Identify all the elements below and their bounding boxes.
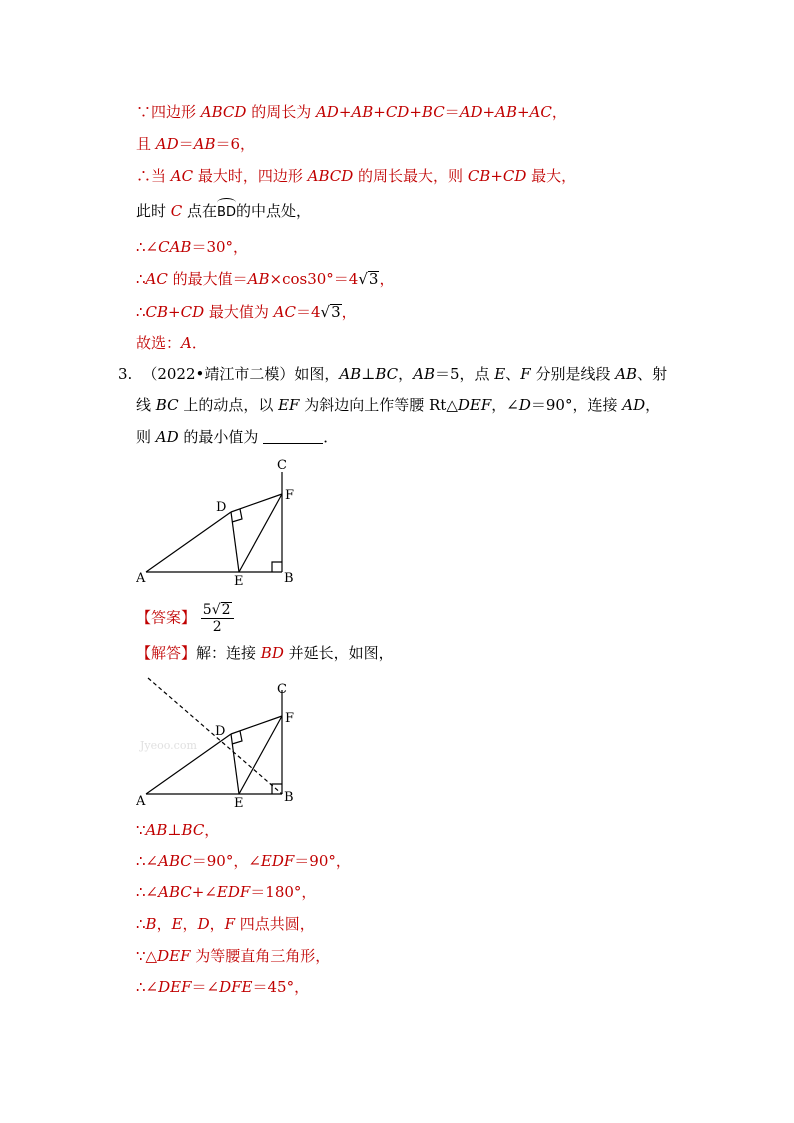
text: ， (341, 303, 357, 321)
text: D (197, 915, 210, 933)
text: BD (260, 644, 284, 662)
text: ＝30°， (191, 238, 249, 256)
text: ＝90°，∠ (191, 852, 261, 870)
text: （2022•靖江市二模）如图， (142, 365, 340, 383)
text: AB (145, 821, 168, 839)
text: AD (622, 396, 646, 414)
text: E (171, 915, 183, 933)
solution-line-2 (136, 134, 255, 154)
text: A (181, 334, 192, 352)
text: ＝5，点 (434, 365, 495, 383)
problem-3-line-2 (136, 395, 660, 415)
text: AC (145, 270, 168, 288)
text: ， (182, 915, 198, 933)
watermark: Jyeoo.com (140, 739, 197, 752)
solution-line-5 (136, 237, 248, 257)
text: 上的动点，以 (178, 396, 279, 414)
text: AD+AB+AC (459, 103, 552, 121)
text: 、射 (637, 365, 668, 383)
figure-2 (136, 676, 306, 810)
text: ＝90°，连接 (530, 396, 623, 414)
segment-ad (146, 512, 231, 572)
text: B (145, 915, 157, 933)
text: 并延长，如图， (283, 644, 394, 662)
label-e: E (234, 796, 244, 810)
text: 最大时，四边形 (193, 167, 308, 185)
solution-line-3 (136, 166, 576, 186)
text: 且 (136, 135, 156, 153)
solution-line-6: ∴AC 的最大值＝AB×cos30°＝4√3， (136, 270, 395, 288)
label-d: D (215, 724, 226, 739)
label-d: D (216, 500, 227, 515)
text: 最大， (526, 167, 577, 185)
text: ， (645, 396, 661, 414)
text: ， (398, 365, 414, 383)
text: DFE (219, 978, 253, 996)
text: BC (181, 821, 205, 839)
text: 为等腰直角三角形， (190, 947, 331, 965)
text: 的周长为 (246, 103, 316, 121)
segment-df (231, 716, 282, 734)
sqrt-radicand: 3 (331, 303, 341, 321)
denominator: 2 (212, 619, 222, 635)
text: ABC (158, 852, 192, 870)
text: 线 (136, 396, 156, 414)
text: 此时 (136, 202, 171, 220)
step-5 (136, 946, 330, 966)
text: CB+CD (467, 167, 527, 185)
text: ∵ (136, 821, 146, 839)
solution-line-7: ∴CB+CD 最大值为 AC＝4√3， (136, 303, 357, 321)
text: 的中点处， (235, 202, 311, 220)
text: ，∠ (491, 396, 519, 414)
text: DEF (158, 978, 192, 996)
text: 四点共圆， (235, 915, 315, 933)
text: ABCD (200, 103, 247, 121)
solution-line-1 (136, 102, 567, 122)
solution-label: 【解答】 (136, 644, 197, 662)
text: ＝ (178, 135, 194, 153)
text: ， (379, 270, 395, 288)
text: AD (155, 428, 179, 446)
sqrt-radicand: 3 (368, 270, 379, 288)
text: ∴当 (136, 167, 171, 185)
label-c: C (277, 458, 287, 473)
step-1 (136, 820, 219, 840)
text: ， (209, 915, 225, 933)
text: 点在 (182, 202, 218, 220)
text: +∠ (191, 883, 217, 901)
label-a: A (136, 571, 146, 586)
text: AB (339, 365, 362, 383)
numerator-coef: 5 (202, 602, 212, 618)
label-b: B (284, 790, 294, 805)
text: 的周长最大，则 (353, 167, 468, 185)
text: ∴∠ (136, 852, 159, 870)
text: 的最小值为 (178, 428, 264, 446)
text: ＝ (444, 103, 460, 121)
text: 故选： (136, 334, 182, 352)
answer-fraction: $\frac{5√2}{2}$ (201, 602, 234, 635)
label-e: E (234, 574, 244, 586)
text: AC (170, 167, 194, 185)
text: AC (273, 303, 296, 321)
text: AD (155, 135, 179, 153)
text: 的最大值＝ (167, 270, 248, 288)
answer-line (136, 602, 234, 635)
text: EDF (216, 883, 251, 901)
text: ， (551, 103, 567, 121)
text: EDF (260, 852, 295, 870)
text: DEF (457, 396, 492, 414)
segment-df (231, 494, 282, 512)
text: ⊥ (167, 821, 182, 839)
problem-3-line-3 (136, 427, 338, 447)
text: AB (193, 135, 216, 153)
text: F (224, 915, 236, 933)
text: ∴∠ (136, 238, 159, 256)
text: ∵四边形 (136, 103, 201, 121)
text: BC (375, 365, 399, 383)
figure-1 (136, 456, 306, 586)
problem-number: 3. (118, 365, 133, 383)
text: ∴∠ (136, 978, 159, 996)
step-6 (136, 977, 309, 997)
text: ∴ (136, 915, 146, 933)
text: F (520, 365, 531, 383)
text: 则 (136, 428, 156, 446)
step-2 (136, 851, 351, 871)
text: ABC (158, 883, 192, 901)
text: ＝4 (295, 303, 321, 321)
text: C (170, 202, 183, 220)
text: 最大值为 (204, 303, 274, 321)
text: ＝6， (215, 135, 256, 153)
text: ∴∠ (136, 883, 159, 901)
label-f: F (285, 711, 295, 726)
text: 、 (505, 365, 521, 383)
text: D (518, 396, 531, 414)
text: ＝45°， (252, 978, 310, 996)
text: ⊥ (361, 365, 376, 383)
text: ． (323, 428, 339, 446)
text: 分别是线段 (530, 365, 616, 383)
solution-line-4 (136, 201, 311, 223)
solution-line-8 (136, 333, 207, 353)
text: ＝180°， (250, 883, 317, 901)
text: CB+CD (145, 303, 205, 321)
text: 解：连接 (196, 644, 261, 662)
text: ＝90°， (294, 852, 351, 870)
label-f: F (285, 488, 295, 503)
text: ABCD (307, 167, 354, 185)
answer-blank (263, 429, 323, 444)
step-4 (136, 914, 315, 934)
text: ， (156, 915, 172, 933)
text: CAB (158, 238, 192, 256)
answer-label: 【答案】 (136, 608, 197, 627)
text: ＝∠ (191, 978, 220, 996)
text: EF (278, 396, 300, 414)
segment-ef (239, 716, 282, 794)
label-a: A (136, 794, 146, 809)
problem-3-line-1 (118, 364, 667, 384)
text: DEF (157, 947, 191, 965)
solution-header (136, 643, 394, 663)
text: ∴ (136, 270, 146, 288)
arc-bd: BD (217, 203, 236, 223)
text: 为斜边向上作等腰 Rt△ (299, 396, 458, 414)
text: AB (615, 365, 638, 383)
text: BC (155, 396, 179, 414)
text: ， (204, 821, 220, 839)
label-b: B (284, 571, 294, 586)
numerator-radicand: 2 (221, 602, 231, 618)
text: ×cos30°＝4 (269, 270, 359, 288)
text: ∴ (136, 303, 146, 321)
text: AB (413, 365, 435, 383)
text: E (494, 365, 506, 383)
label-c: C (277, 682, 287, 697)
step-3 (136, 882, 316, 902)
text: AB (247, 270, 270, 288)
text: AD+AB+CD+BC (315, 103, 445, 121)
text: ∵△ (136, 947, 158, 965)
right-angle-mark-b (272, 562, 282, 572)
segment-ef (239, 494, 282, 572)
text: ． (191, 334, 207, 352)
